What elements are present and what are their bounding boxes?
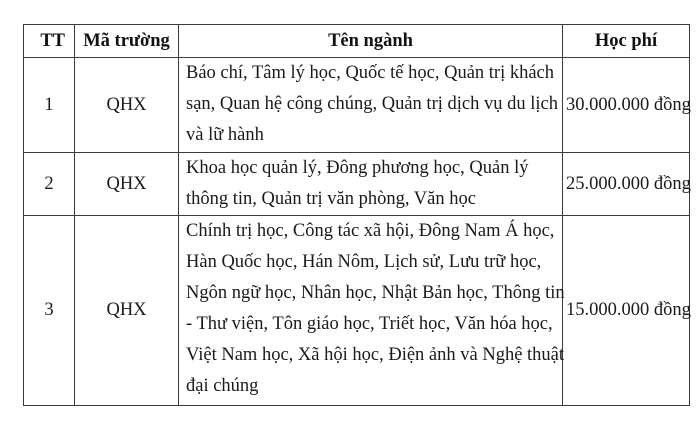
program-line: Việt Nam học, Xã hội học, Điện ảnh và Nghệ thuật	[186, 345, 565, 365]
program-names	[179, 153, 563, 216]
table-header-row	[24, 25, 690, 58]
tuition-fee: 15.000.000 đồng	[563, 216, 690, 406]
tuition-fee: 30.000.000 đồng	[563, 58, 690, 153]
row-number: 1	[24, 58, 75, 153]
program-line: Hàn Quốc học, Hán Nôm, Lịch sử, Lưu trữ học,	[186, 252, 542, 272]
header-program-names: Tên ngành	[179, 25, 563, 58]
row-number: 3	[24, 216, 75, 406]
table-row	[24, 58, 690, 153]
header-tuition: Học phí	[563, 25, 690, 58]
tuition-fee: 25.000.000 đồng	[563, 153, 690, 216]
program-line: - Thư viện, Tôn giáo học, Triết học, Văn hóa học,	[186, 314, 553, 334]
table-row	[24, 153, 690, 216]
program-names	[179, 216, 563, 406]
program-names	[179, 58, 563, 153]
program-line: Ngôn ngữ học, Nhân học, Nhật Bản học, Thông tin	[186, 283, 565, 303]
school-code: QHX	[75, 58, 179, 153]
program-line: đại chúng	[186, 376, 259, 396]
program-line: Khoa học quản lý, Đông phương học, Quản lý	[186, 158, 529, 178]
program-line: thông tin, Quản trị văn phòng, Văn học	[186, 189, 476, 209]
program-line: và lữ hành	[186, 125, 264, 145]
program-line: sạn, Quan hệ công chúng, Quản trị dịch vụ du lịch	[186, 94, 558, 114]
table-row	[24, 216, 690, 406]
program-line: Chính trị học, Công tác xã hội, Đông Nam Á học,	[186, 221, 555, 241]
header-school-code: Mã trường	[75, 25, 179, 58]
row-number: 2	[24, 153, 75, 216]
school-code: QHX	[75, 216, 179, 406]
tuition-table	[23, 24, 690, 406]
header-tt: TT	[24, 25, 75, 58]
school-code: QHX	[75, 153, 179, 216]
program-line: Báo chí, Tâm lý học, Quốc tế học, Quản trị khách	[186, 63, 555, 83]
